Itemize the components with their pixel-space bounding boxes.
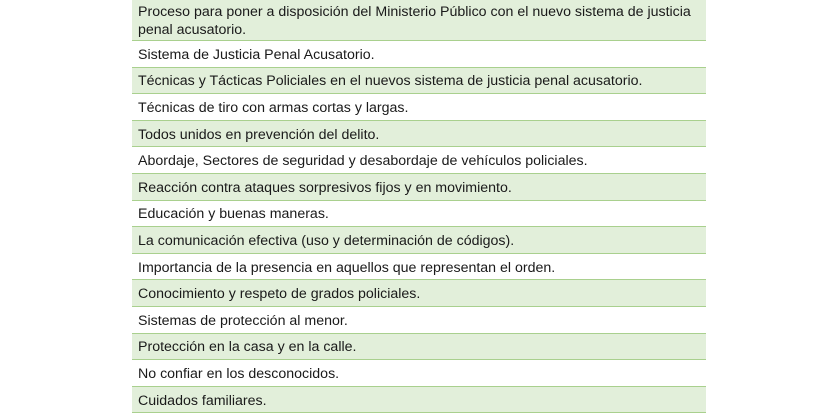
table-row — [132, 307, 706, 334]
row-text: Todos unidos en prevención del delito. — [138, 126, 380, 143]
table-row — [132, 94, 706, 121]
table-row — [132, 174, 706, 201]
row-text: Sistemas de protección al menor. — [138, 312, 348, 329]
table-row — [132, 41, 706, 68]
table-row — [132, 254, 706, 281]
row-text: No confiar en los desconocidos. — [138, 365, 340, 382]
row-text: Educación y buenas maneras. — [138, 206, 329, 223]
course-topics-table — [132, 0, 706, 413]
row-text: Importancia de la presencia en aquellos que representan el orden. — [138, 259, 556, 276]
row-text: Cuidados familiares. — [138, 392, 267, 409]
row-text: Protección en la casa y en la calle. — [138, 339, 357, 356]
row-text: Técnicas de tiro con armas cortas y largas. — [138, 99, 409, 116]
table-row — [132, 387, 706, 414]
table-row — [132, 147, 706, 174]
table-row — [132, 121, 706, 148]
row-text: La comunicación efectiva (uso y determinación de códigos). — [138, 232, 515, 249]
table-row — [132, 0, 706, 41]
table-row — [132, 360, 706, 387]
row-text: Abordaje, Sectores de seguridad y desabordaje de vehículos policiales. — [138, 153, 588, 170]
table-row — [132, 280, 706, 307]
row-text: Sistema de Justicia Penal Acusatorio. — [138, 46, 375, 63]
table-row — [132, 201, 706, 228]
row-text: Conocimiento y respeto de grados policiales. — [138, 286, 421, 303]
row-text: Técnicas y Tácticas Policiales en el nuevos sistema de justicia penal acusatorio. — [138, 73, 643, 90]
table-row — [132, 227, 706, 254]
table-row — [132, 334, 706, 361]
row-text: Proceso para poner a disposición del Ministerio Público con el nuevo sistema de justicia penal acusatorio. — [138, 4, 691, 38]
table-row — [132, 68, 706, 95]
row-text: Reacción contra ataques sorpresivos fijos y en movimiento. — [138, 179, 512, 196]
